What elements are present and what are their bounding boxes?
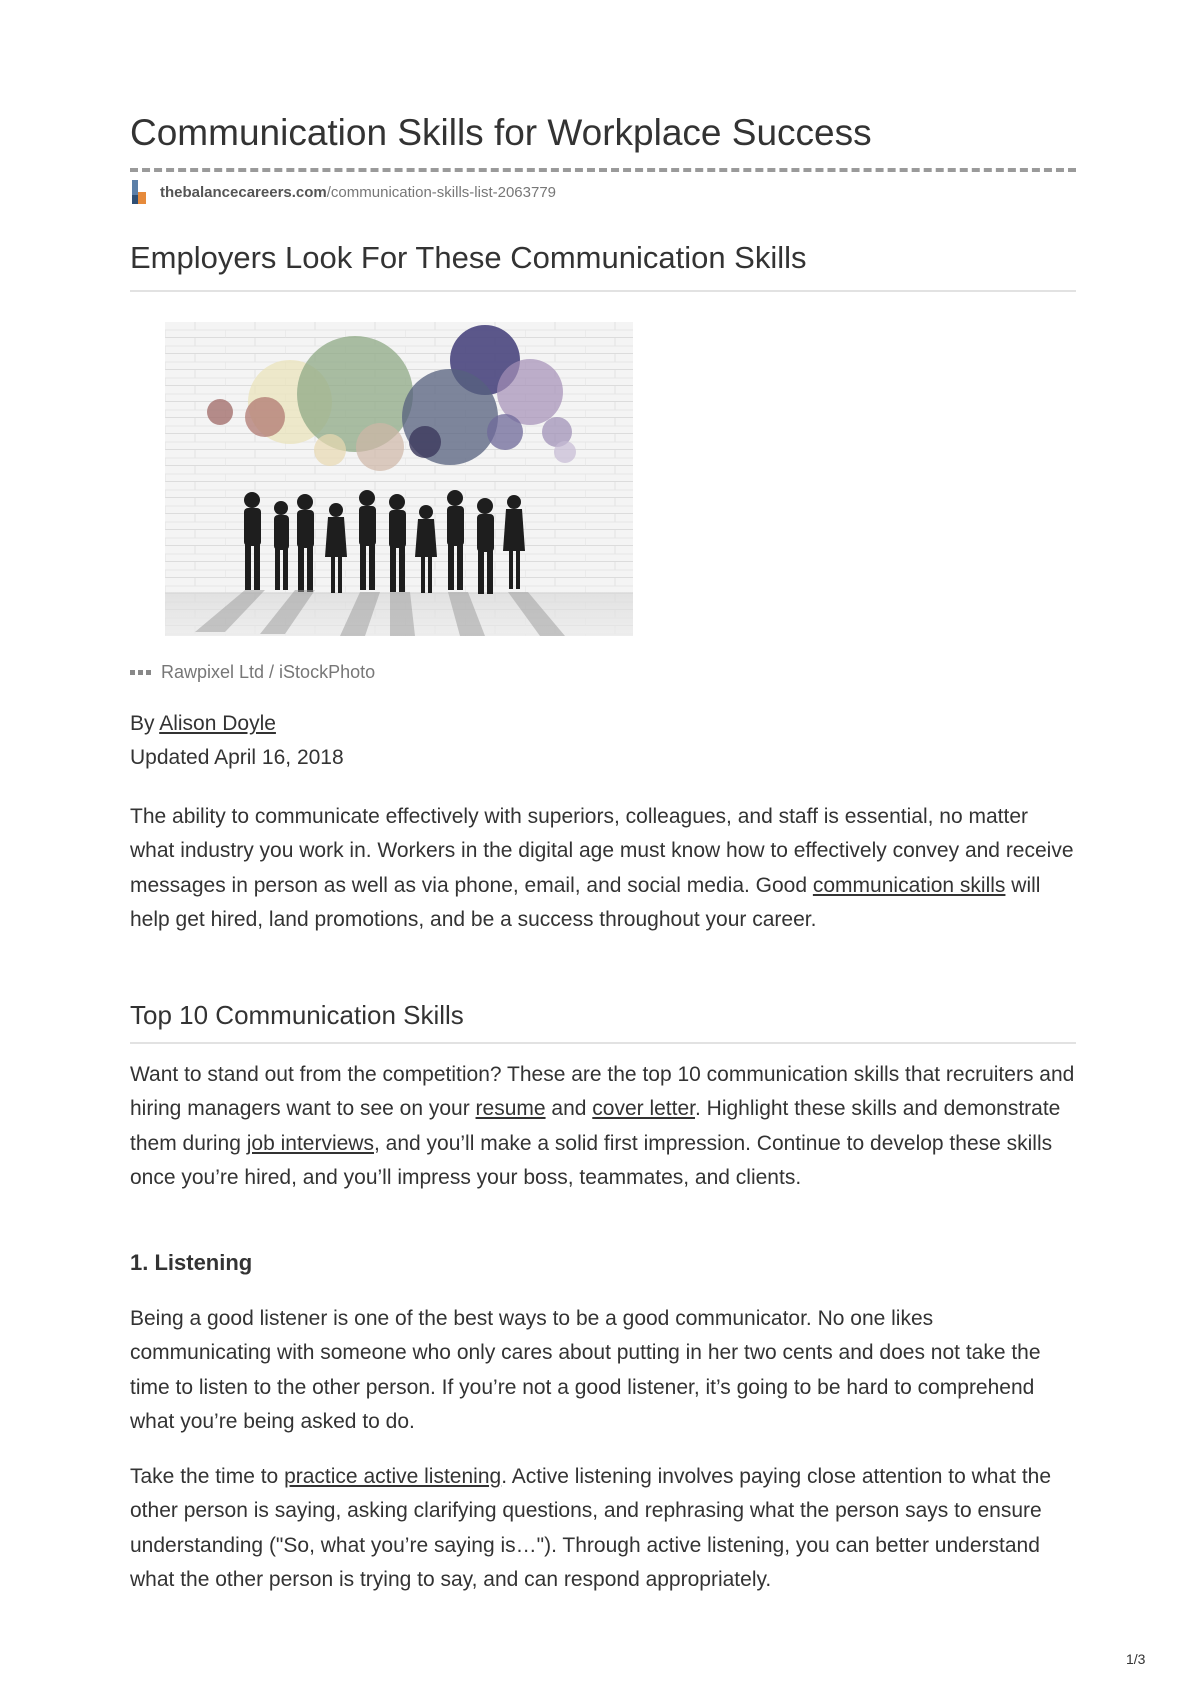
more-dots-icon [130, 670, 151, 675]
article-hero-image [165, 322, 633, 636]
listening-paragraph-2 [130, 1460, 1076, 1598]
article-heading: Employers Look For These Communication Skills [130, 240, 807, 275]
author-link[interactable]: Alison Doyle [159, 712, 276, 735]
updated-date: Updated April 16, 2018 [130, 746, 344, 769]
section-text-4: , and you’ll make a solid first impression. Continue to develop these skills once you’re hired, and you’ll impress your boss, teammates, and clients. [130, 1131, 1053, 1190]
section-intro-paragraph [130, 1058, 1076, 1196]
heading-divider [130, 290, 1076, 292]
intro-paragraph [130, 800, 1076, 938]
intro-text-1: The ability to communicate effectively with superiors, colleagues, and staff is essential, no matter what industry you work in. Workers in the digital age must know how to effectively convey and receive messages in person as well as via phone, email, and social media. Good [130, 805, 1074, 897]
byline [130, 712, 276, 736]
source-domain: thebalancecareers.com [160, 183, 327, 201]
speech-bubbles-people-illustration [165, 322, 633, 636]
intro-text-2: will help get hired, land promotions, and be a success throughout your career. [130, 873, 1041, 932]
section-heading: Top 10 Communication Skills [130, 1000, 464, 1030]
document-title: Communication Skills for Workplace Success [130, 112, 872, 153]
image-credit-text: Rawpixel Ltd / iStockPhoto [161, 662, 376, 682]
section-text-3: . Highlight these skills and demonstrate them during [130, 1097, 1061, 1155]
active-listening-link[interactable]: practice active listening [284, 1465, 502, 1488]
title-divider [130, 168, 1076, 172]
source-path: /communication-skills-list-2063779 [326, 183, 557, 201]
section-divider [130, 1042, 1076, 1044]
cover-letter-link[interactable]: cover letter [592, 1097, 695, 1121]
skill-heading-listening: 1. Listening [130, 1250, 253, 1275]
section-text-2: and [545, 1097, 593, 1121]
source-url[interactable] [130, 180, 556, 204]
image-credit [130, 662, 375, 683]
listening-text-2: . Active listening involves paying close attention to what the other person is saying, asking clarifying questions, and rephrasing what the person says to ensure understanding ("So, what you’re saying is…"). Through active listening, you can better understand what the other person is trying to say, and can respond appropriately. [130, 1465, 1052, 1592]
section-text-1: Want to stand out from the competition? These are the top 10 communication skills that recruiters and hiring managers want to see on your [130, 1063, 1075, 1121]
site-logo-icon [130, 180, 152, 204]
page-number: 1/3 [1126, 1651, 1146, 1667]
listening-text-1: Take the time to [130, 1465, 285, 1488]
listening-paragraph-1: Being a good listener is one of the best ways to be a good communicator. No one likes communicating with someone who only cares about putting in her two cents and does not take the time to listen to the other person. If you’re not a good listener, it’s going to be hard to comprehend what you’re being asked to do. [130, 1307, 1041, 1434]
resume-link[interactable]: resume [475, 1097, 546, 1121]
job-interviews-link[interactable]: job interviews [246, 1131, 374, 1155]
byline-prefix: By [130, 712, 160, 735]
communication-skills-link[interactable]: communication skills [812, 873, 1006, 897]
